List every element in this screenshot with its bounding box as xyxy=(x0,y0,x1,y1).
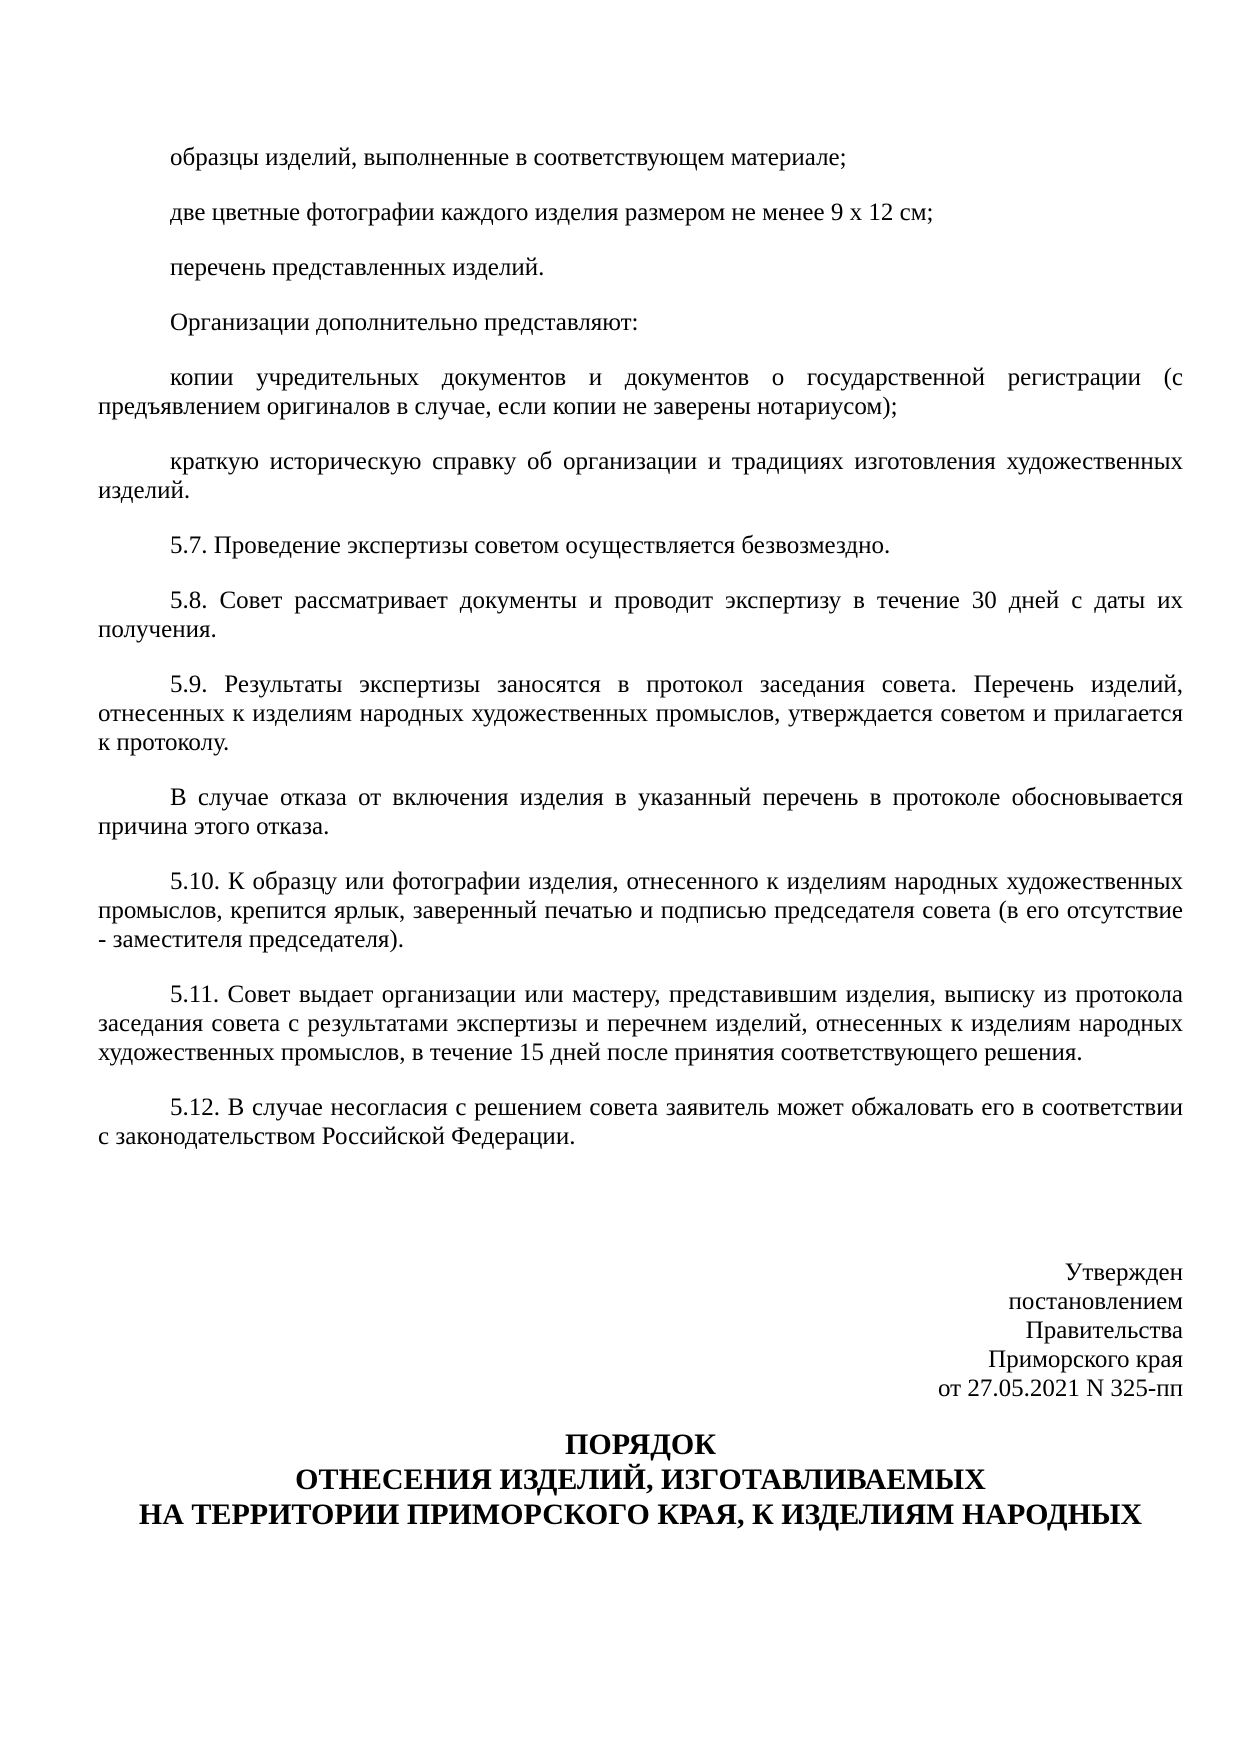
document-body xyxy=(98,143,1183,1151)
approval-line-approved: Утвержден xyxy=(1064,1259,1183,1286)
para-founding-docs: копии учредительных документов и документов о государственной регистрации (с предъявлением оригиналов в случае, если копии не заверены нотариусом); xyxy=(98,364,1183,420)
document-title xyxy=(98,1427,1183,1532)
approval-line-region: Приморского края xyxy=(988,1346,1183,1373)
title-line-3: НА ТЕРРИТОРИИ ПРИМОРСКОГО КРАЯ, К ИЗДЕЛИЯМ НАРОДНЫХ xyxy=(138,1498,1143,1531)
approval-line-date-number: от 27.05.2021 N 325-пп xyxy=(938,1375,1183,1402)
title-line-1: ПОРЯДОК xyxy=(565,1428,716,1461)
para-refusal-reason: В случае отказа от включения изделия в указанный перечень в протоколе обосновывается причина этого отказа. xyxy=(98,784,1183,840)
para-clause-5-10: 5.10. К образцу или фотографии изделия, отнесенного к изделиям народных художественных промыслов, крепится ярлык, заверенный печатью и подписью председателя совета (в его отсутствие - заместителя председателя). xyxy=(98,868,1183,953)
para-clause-5-7: 5.7. Проведение экспертизы советом осуществляется безвозмездно. xyxy=(170,532,891,559)
para-clause-5-9: 5.9. Результаты экспертизы заносятся в протокол заседания совета. Перечень изделий, отнесенных к изделиям народных художественных промыслов, утверждается советом и прилагается к протоколу. xyxy=(98,671,1183,756)
approval-line-government: Правительства xyxy=(1025,1317,1183,1344)
para-orgs-additional: Организации дополнительно представляют: xyxy=(170,309,639,336)
para-color-photos: две цветные фотографии каждого изделия размером не менее 9 x 12 см; xyxy=(170,199,934,226)
para-product-list: перечень представленных изделий. xyxy=(170,254,545,281)
para-history-note: краткую историческую справку об организации и традициях изготовления художественных изделий. xyxy=(98,448,1183,504)
title-line-2: ОТНЕСЕНИЯ ИЗДЕЛИЙ, ИЗГОТАВЛИВАЕМЫХ xyxy=(295,1463,986,1496)
para-clause-5-8: 5.8. Совет рассматривает документы и проводит экспертизу в течение 30 дней с даты их получения. xyxy=(98,587,1183,643)
para-clause-5-11: 5.11. Совет выдает организации или мастеру, представившим изделия, выписку из протокола заседания совета с результатами экспертизы и перечнем изделий, отнесенных к изделиям народных художественных промыслов, в течение 15 дней после принятия соответствующего решения. xyxy=(98,981,1183,1066)
approval-block xyxy=(98,1258,1183,1403)
para-clause-5-12: 5.12. В случае несогласия с решением совета заявитель может обжаловать его в соответствии с законодательством Российской Федерации. xyxy=(98,1094,1183,1150)
para-product-samples: образцы изделий, выполненные в соответствующем материале; xyxy=(170,144,847,171)
approval-line-by-decree: постановлением xyxy=(1008,1288,1183,1315)
